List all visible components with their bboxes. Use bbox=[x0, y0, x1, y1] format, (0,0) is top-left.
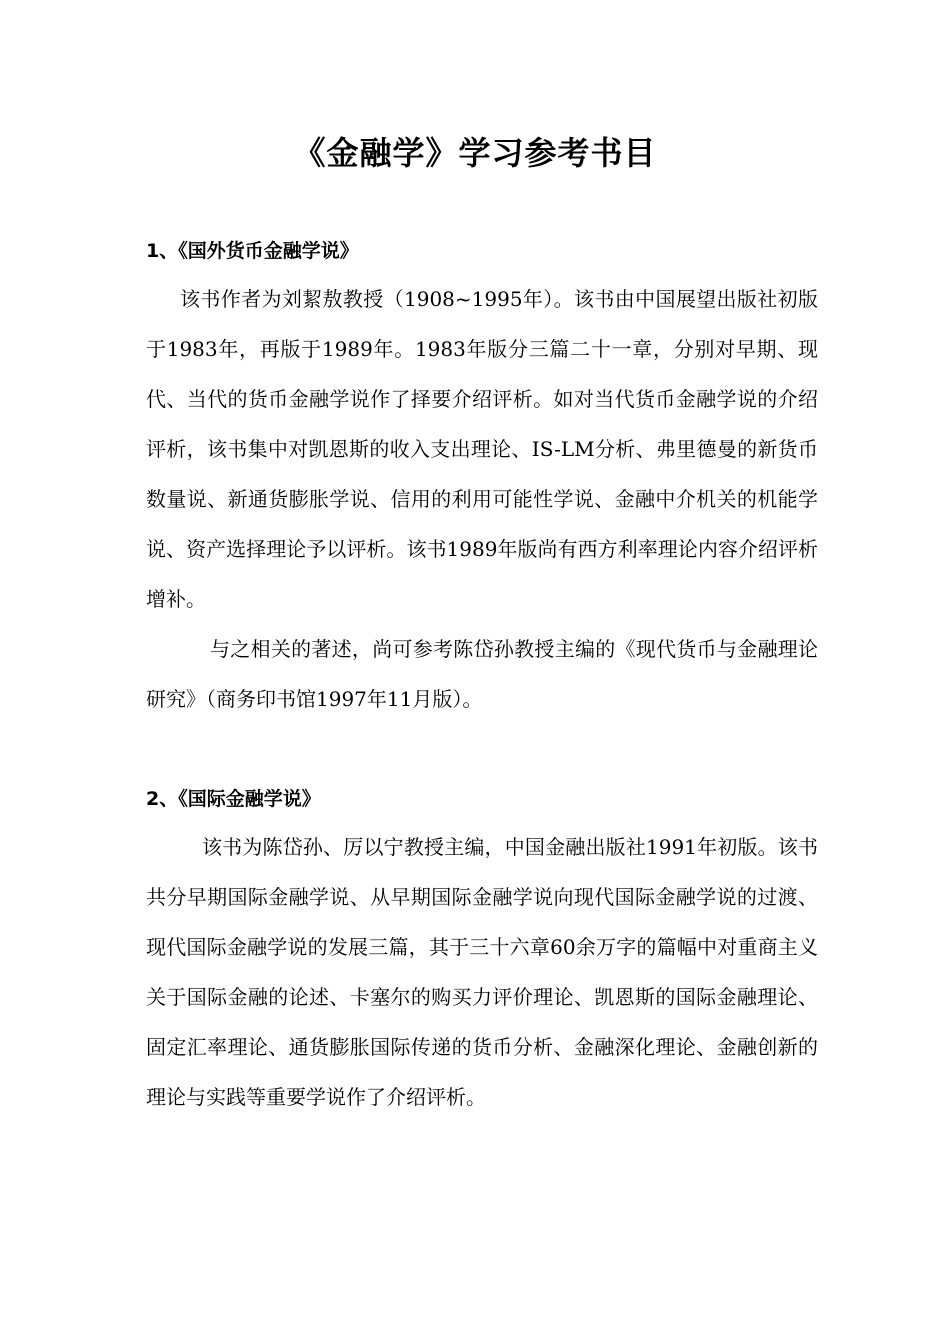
section-1-paragraph-1: 该书作者为刘絜敖教授（1908~1995年）。该书由中国展望出版社初版于1983年，再版于1989年。1983年版分三篇二十一章，分别对早期、现代、当代的货币金融学说作了择要介绍评析。如对当代货币金融学说的介绍评析，该书集中对凯恩斯的收入支出理论、IS-LM分析、弗里德曼的新货币数量说、新通货膨胀学说、信用的利用可能性学说、金融中介机关的机能学说、资产选择理论予以评析。该书1989年版尚有西方利率理论内容介绍评析增补。 bbox=[146, 287, 818, 611]
section-1-paragraph-2: 与之相关的著述，尚可参考陈岱孙教授主编的《现代货币与金融理论研究》（商务印书馆1997年11月版）。 bbox=[146, 637, 818, 711]
section-1 bbox=[146, 236, 818, 724]
section-2 bbox=[146, 784, 818, 1122]
section-2-paragraph-1: 该书为陈岱孙、厉以宁教授主编，中国金融出版社1991年初版。该书共分早期国际金融学说、从早期国际金融学说向现代国际金融学说的过渡、现代国际金融学说的发展三篇，其于三十六章60余万字的篇幅中对重商主义关于国际金融的论述、卡塞尔的购买力评价理论、凯恩斯的国际金融理论、固定汇率理论、通货膨胀国际传递的货币分析、金融深化理论、金融创新的理论与实践等重要学说作了介绍评析。 bbox=[146, 835, 818, 1109]
section-1-heading: 1、《国外货币金融学说》 bbox=[146, 240, 359, 262]
section-2-heading: 2、《国际金融学说》 bbox=[146, 788, 321, 810]
document-title: 《金融学》学习参考书目 bbox=[293, 134, 657, 172]
